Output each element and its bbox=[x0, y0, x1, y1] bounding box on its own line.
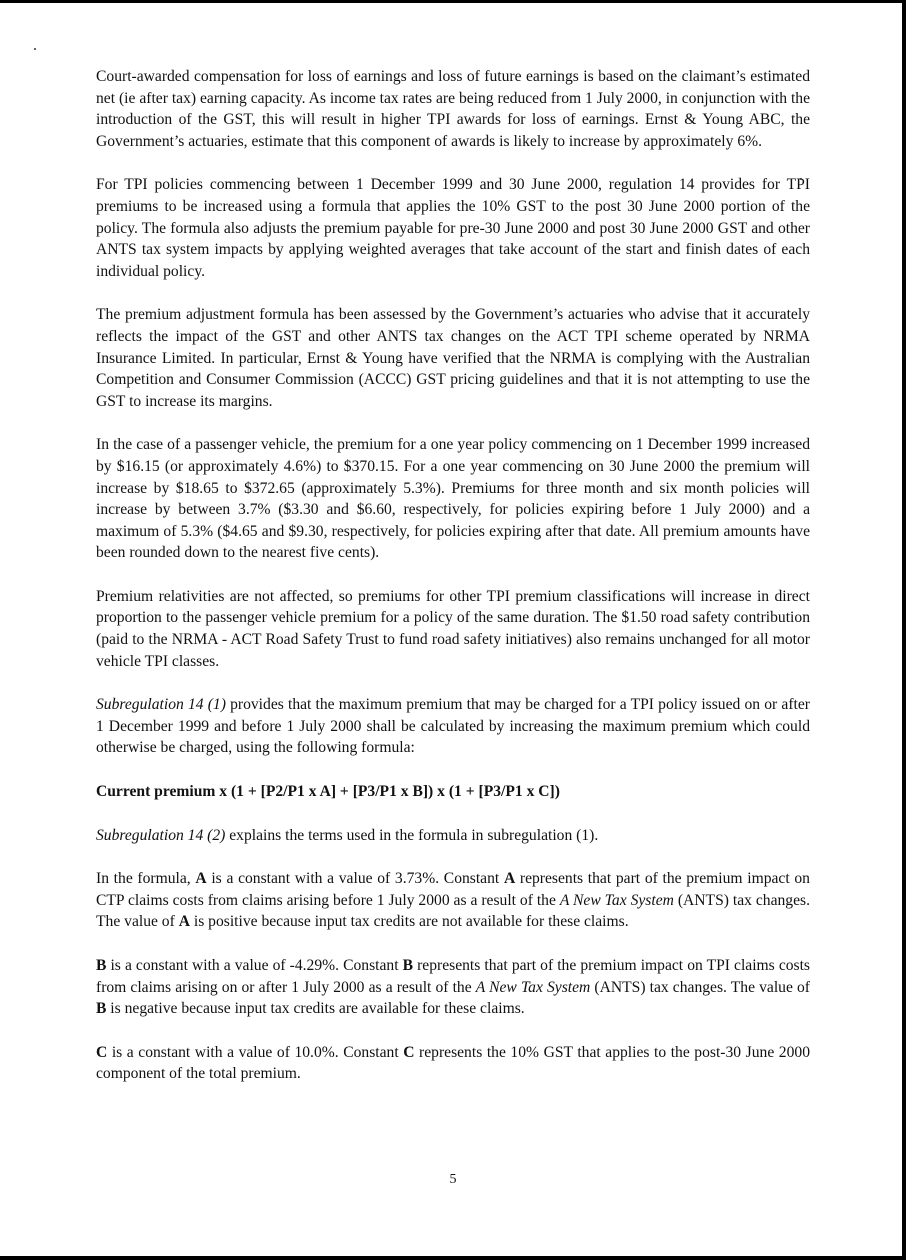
constant-b-symbol: B bbox=[96, 1000, 107, 1018]
subregulation-2-label: Subregulation 14 (2) bbox=[96, 826, 226, 844]
paragraph-tpi-policies: For TPI policies commencing between 1 December 1999 and 30 June 2000, regulation 14 provides for TPI premiums to be increased using a formula that applies the 10% GST to the post 30 June 2000 portion of the policy. The formula also adjusts the premium payable for pre-30 June 2000 and post 30 June 2000 GST and other ANTS tax system impacts by applying weighted averages that take account of the start and finish dates of each individual policy. bbox=[96, 176, 810, 280]
constant-b-text: is negative because input tax credits are available for these claims. bbox=[106, 1000, 525, 1018]
scan-edge-top bbox=[0, 0, 906, 3]
scan-edge-right bbox=[902, 0, 906, 1260]
constant-b-text: represents that part of the premium impact on TPI claims costs from claims arising on or after 1 July 2000 as a result of the bbox=[96, 957, 811, 996]
constant-a-text: is a constant with a value of 3.73%. Constant bbox=[206, 870, 504, 888]
subregulation-1-text: provides that the maximum premium that may be charged for a TPI policy issued on or after 1 December 1999 and before 1 July 2000 shall be calculated by increasing the maximum premium which could otherwise be charged, using the following formula: bbox=[96, 696, 810, 757]
paragraph-compensation: Court-awarded compensation for loss of earnings and loss of future earnings is based on the claimant’s estimated net (ie after tax) earning capacity. As income tax rates are being reduced from 1 July 2000, in conjunction with the introduction of the GST, this will result in higher TPI awards for loss of earnings. Ernst & Young ABC, the Government’s actuaries, estimate that this component of awards is likely to increase by approximately 6%. bbox=[96, 68, 810, 150]
paragraph-passenger-vehicle: In the case of a passenger vehicle, the premium for a one year policy commencing on 1 December 1999 increased by $16.15 (or approximately 4.6%) to $370.15. For a one year commencing on 30 June 2000 the premium will increase by $18.65 to $372.65 (approximately 5.3%). Premiums for three month and six month policies will increase by between 3.7% ($3.30 and $6.60, respectively, for policies expiring before 1 July 2000) and a maximum of 5.3% ($4.65 and $9.30, respectively, for policies expiring after that date. All premium amounts have been rounded down to the nearest five cents). bbox=[96, 436, 810, 562]
constant-b-text: (ANTS) tax changes. The value of bbox=[590, 978, 810, 996]
constant-a-text: is positive because input tax credits are not available for these claims. bbox=[189, 913, 629, 931]
paragraph-constant-c bbox=[96, 1042, 810, 1085]
ants-title: A New Tax System bbox=[559, 891, 674, 909]
constant-a-text: (ANTS) tax changes. The value of bbox=[96, 891, 810, 931]
paragraph-premium-relativities: Premium relativities are not affected, so premiums for other TPI premium classifications will increase in direct proportion to the passenger vehicle premium for a policy of the same duration. The $1.50 road safety contribution (paid to the NRMA - ACT Road Safety Trust to fund road safety initiatives) also remains unchanged for all motor vehicle TPI classes. bbox=[96, 587, 810, 670]
constant-c-text: represents the 10% GST that applies to the post-30 June 2000 component of the total premium. bbox=[96, 1043, 810, 1083]
paragraph-constant-a bbox=[96, 868, 810, 933]
subregulation-2-text: explains the terms used in the formula in subregulation (1). bbox=[225, 826, 599, 844]
constant-c-symbol: C bbox=[96, 1043, 108, 1061]
constant-b-text: is a constant with a value of -4.29%. Constant bbox=[106, 957, 403, 974]
constant-b-symbol: B bbox=[96, 957, 107, 974]
paragraph-constant-b bbox=[96, 955, 810, 1020]
constant-a-text: represents that part of the premium impact on CTP claims costs from claims arising before 1 July 2000 as a result of the bbox=[96, 870, 810, 909]
paragraph-subregulation-2 bbox=[96, 825, 810, 847]
scan-edge-bottom bbox=[0, 1256, 906, 1260]
constant-a-symbol: A bbox=[195, 870, 207, 888]
page-number: 5 bbox=[449, 1172, 457, 1187]
subregulation-1-label: Subregulation 14 (1) bbox=[96, 696, 226, 714]
constant-a-symbol: A bbox=[503, 870, 516, 888]
premium-formula: Current premium x (1 + [P2/P1 x A] + [P3/P1 x B]) x (1 + [P3/P1 x C]) bbox=[96, 783, 560, 801]
paragraph-subregulation-1 bbox=[96, 694, 810, 759]
ants-title: A New Tax System bbox=[475, 978, 591, 996]
constant-c-text: is a constant with a value of 10.0%. Constant bbox=[107, 1043, 404, 1061]
constant-c-symbol: C bbox=[403, 1043, 415, 1061]
constant-a-symbol: A bbox=[178, 913, 190, 931]
document-body bbox=[96, 66, 810, 1107]
scan-speck bbox=[34, 48, 36, 50]
constant-a-text: In the formula, bbox=[96, 870, 196, 888]
constant-b-symbol: B bbox=[402, 957, 414, 974]
paragraph-premium-adjustment: The premium adjustment formula has been assessed by the Government’s actuaries who advise that it accurately reflects the impact of the GST and other ANTS tax changes on the ACT TPI scheme operated by NRMA Insurance Limited. In particular, Ernst & Young have verified that the NRMA is complying with the Australian Competition and Consumer Commission (ACCC) GST pricing guidelines and that it is not attempting to use the GST to increase its margins. bbox=[96, 306, 810, 410]
